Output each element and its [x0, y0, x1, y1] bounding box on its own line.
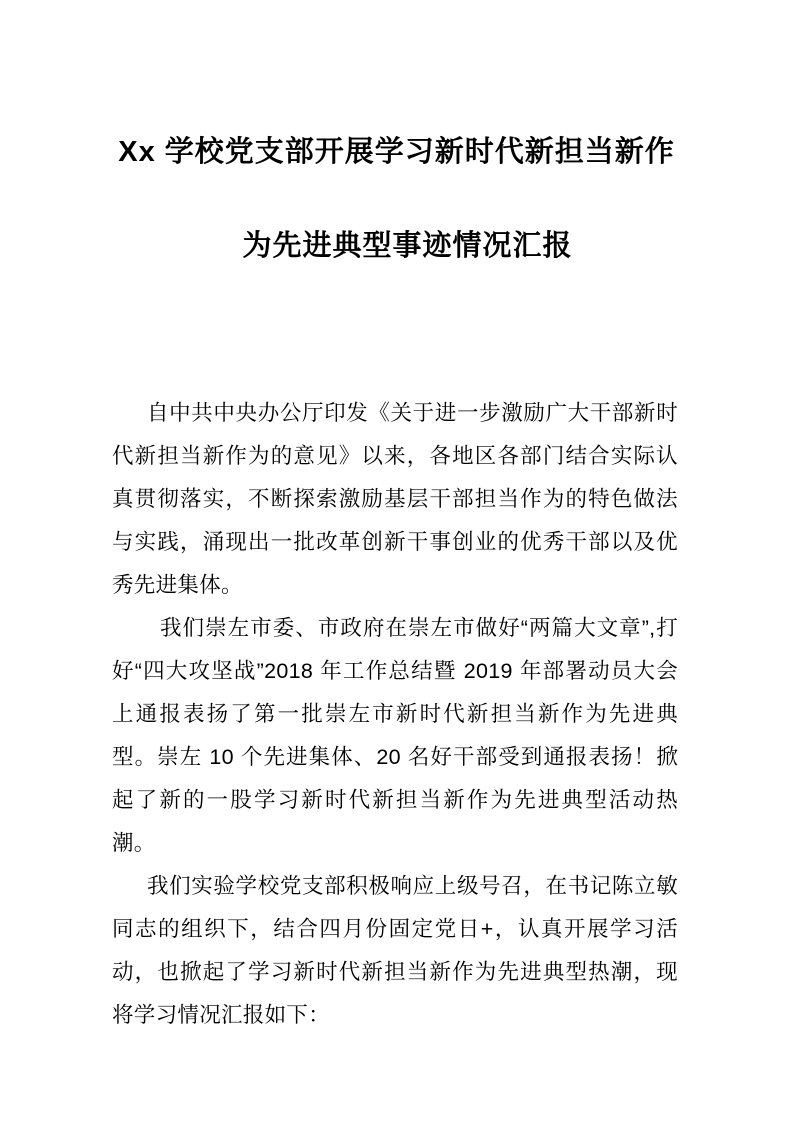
document-title-line-1: Xx 学校党支部开展学习新时代新担当新作 — [118, 136, 675, 168]
document-title — [56, 105, 737, 293]
document-title-line-2: 为先进典型事迹情况汇报 — [242, 230, 573, 262]
paragraph-2: 我们崇左市委、市政府在崇左市做好“两篇大文章”,打好“四大攻坚战”2018 年工作总结暨 2019 年部署动员大会上通报表扬了第一批崇左市新时代新担当新作为先进典型。崇左 10 个先进集体、20 名好干部受到通报表扬！掀起了新的一股学习新时代新担当新作为先进典型活动热潮。 — [112, 616, 678, 855]
document-body — [112, 392, 678, 1037]
paragraph-3: 我们实验学校党支部积极响应上级号召，在书记陈立敏同志的组织下，结合四月份固定党日+，认真开展学习活动，也掀起了学习新时代新担当新作为先进典型热潮，现将学习情况汇报如下： — [112, 874, 678, 1027]
paragraph-1: 自中共中央办公厅印发《关于进一步激励广大干部新时代新担当新作为的意见》以来，各地区各部门结合实际认真贯彻落实，不断探索激励基层干部担当作为的特色做法与实践，涌现出一批改革创新干事创业的优秀干部以及优秀先进集体。 — [112, 401, 678, 597]
